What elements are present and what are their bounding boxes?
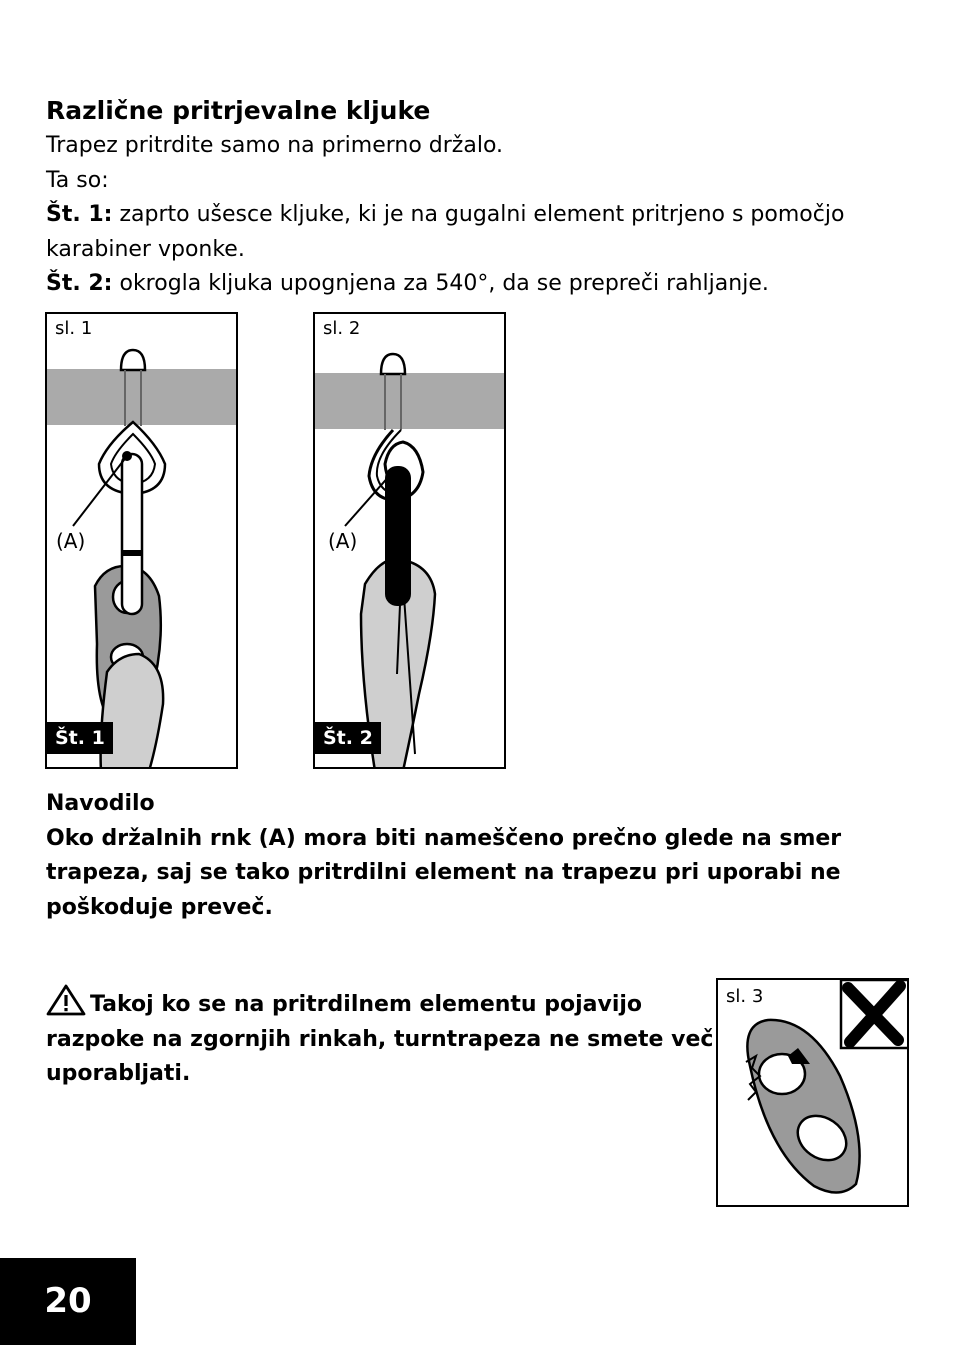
intro-text-block (46, 129, 886, 302)
bolt-head (121, 350, 145, 370)
hook-shank (385, 466, 411, 606)
list-item-1 (46, 198, 886, 267)
item-2-label: Št. 2: (46, 271, 113, 296)
carabiner (122, 454, 142, 614)
section-heading: Različne pritrjevalne kljuke (46, 96, 431, 125)
item-1-text: zaprto ušesce kljuke, ki je na gugalni element pritrjeno s pomočjo karabiner vponke. (46, 202, 845, 262)
figure-1 (45, 312, 238, 769)
figure-2-label: sl. 2 (323, 318, 361, 339)
warning-text: Takoj ko se na pritrdilnem elementu pojavijo razpoke na zgornjih rinkah, turntrapeza ne smete več uporabljati. (46, 992, 714, 1086)
warning-block (46, 983, 716, 1092)
figure-2-badge: Št. 2 (315, 722, 381, 754)
mount-beam (47, 369, 238, 425)
item-1-label: Št. 1: (46, 202, 113, 227)
item-2-text: okrogla kljuka upognjena za 540°, da se prepreči rahljanje. (112, 271, 769, 296)
callout-dot (388, 469, 398, 479)
figure-3-label: sl. 3 (726, 986, 764, 1007)
list-item-2 (46, 267, 886, 302)
instruction-text: Oko držalnih rnk (A) mora biti nameščeno prečno glede na smer trapeza, saj se tako pritrdilni element na trapezu pri uporabi ne poškoduje preveč. (46, 825, 842, 920)
figure-1-badge: Št. 1 (47, 722, 113, 754)
figure-2-callout: (A) (328, 529, 358, 553)
warning-triangle-icon (46, 983, 90, 1017)
carabiner-gate (123, 550, 141, 556)
callout-line (345, 474, 391, 526)
instruction-title: Navodilo (46, 791, 155, 816)
intro-line: Trapez pritrdite samo na primerno držalo. (46, 133, 504, 158)
figure-3-illustration (718, 980, 909, 1207)
bolt-head (381, 354, 405, 374)
figure-1-label: sl. 1 (55, 318, 93, 339)
list-intro-line: Ta so: (46, 167, 109, 193)
figure-2 (313, 312, 506, 769)
figure-3 (716, 978, 909, 1207)
mount-beam (315, 373, 506, 429)
callout-dot (122, 451, 132, 461)
page-number: 20 (0, 1258, 136, 1345)
figure-1-callout: (A) (56, 529, 86, 553)
instruction-block (46, 787, 876, 925)
